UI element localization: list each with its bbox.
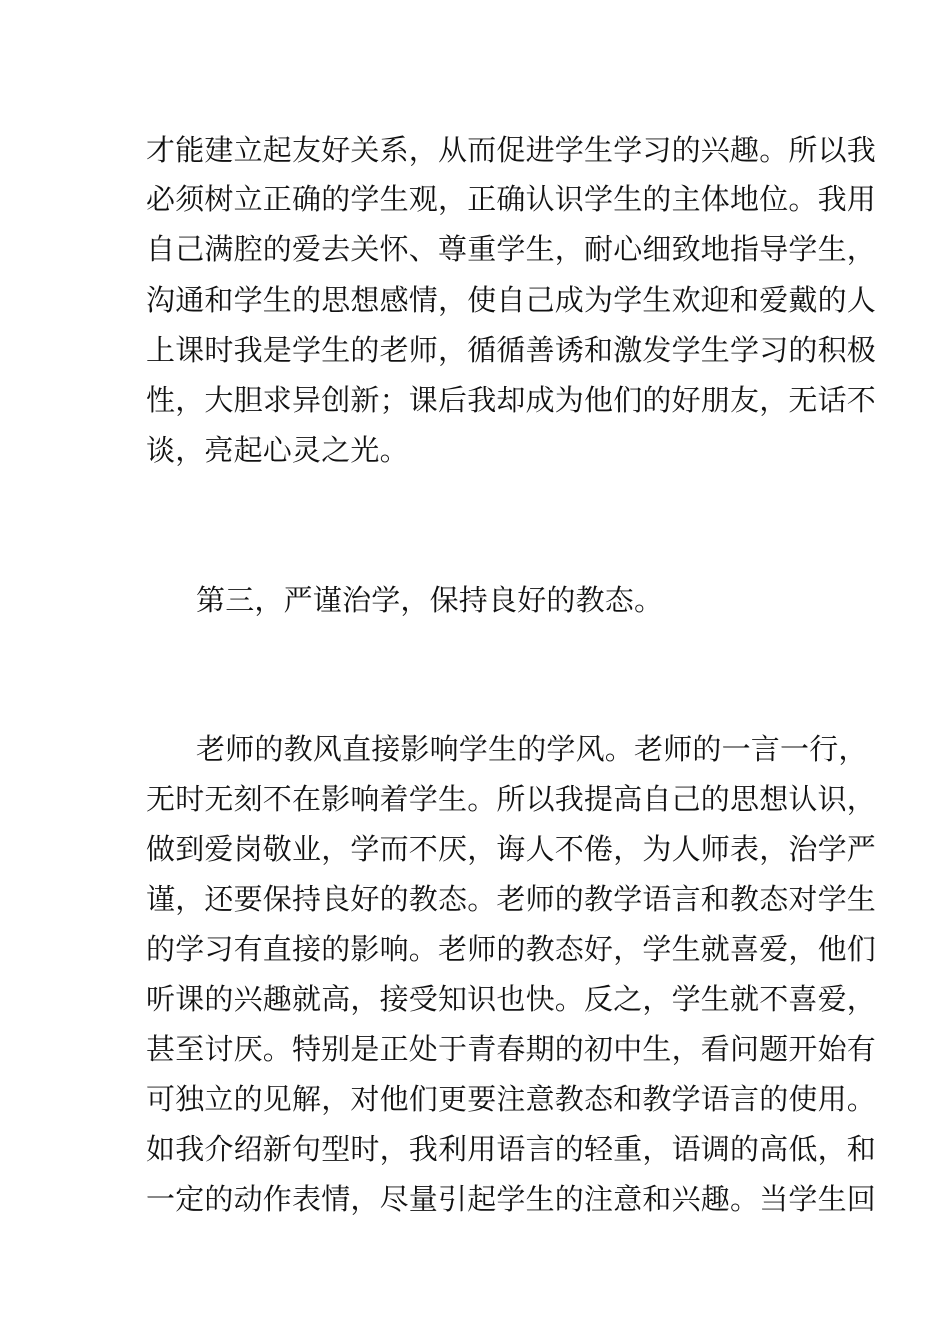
paragraph-line: 性，大胆求异创新；课后我却成为他们的好朋友，无话不 <box>146 383 877 417</box>
paragraph-line: 一定的动作表情，尽量引起学生的注意和兴趣。当学生回 <box>146 1182 877 1216</box>
paragraph-line: 如我介绍新句型时，我利用语言的轻重，语调的高低，和 <box>146 1132 877 1166</box>
paragraph-line: 上课时我是学生的老师，循循善诱和激发学生学习的积极 <box>146 333 877 367</box>
paragraph-line: 的学习有直接的影响。老师的教态好，学生就喜爱，他们 <box>146 932 877 966</box>
paragraph-line: 听课的兴趣就高，接受知识也快。反之，学生就不喜爱， <box>146 982 877 1016</box>
paragraph-line: 老师的教风直接影响学生的学风。老师的一言一行， <box>196 732 868 766</box>
paragraph-line: 沟通和学生的思想感情，使自己成为学生欢迎和爱戴的人 <box>146 283 877 317</box>
paragraph-line: 无时无刻不在影响着学生。所以我提高自己的思想认识， <box>146 782 877 816</box>
section-heading: 第三，严谨治学，保持良好的教态。 <box>196 583 664 617</box>
paragraph-line: 可独立的见解，对他们更要注意教态和教学语言的使用。 <box>146 1082 877 1116</box>
paragraph-line: 谨，还要保持良好的教态。老师的教学语言和教态对学生 <box>146 882 877 916</box>
paragraph-line: 甚至讨厌。特别是正处于青春期的初中生，看问题开始有 <box>146 1032 877 1066</box>
paragraph-line: 谈，亮起心灵之光。 <box>146 433 409 467</box>
paragraph-line: 自己满腔的爱去关怀、尊重学生，耐心细致地指导学生， <box>146 232 877 266</box>
paragraph-line: 做到爱岗敬业，学而不厌，诲人不倦，为人师表，治学严 <box>146 832 877 866</box>
paragraph-line: 必须树立正确的学生观，正确认识学生的主体地位。我用 <box>146 182 877 216</box>
paragraph-line: 才能建立起友好关系，从而促进学生学习的兴趣。所以我 <box>146 133 877 167</box>
